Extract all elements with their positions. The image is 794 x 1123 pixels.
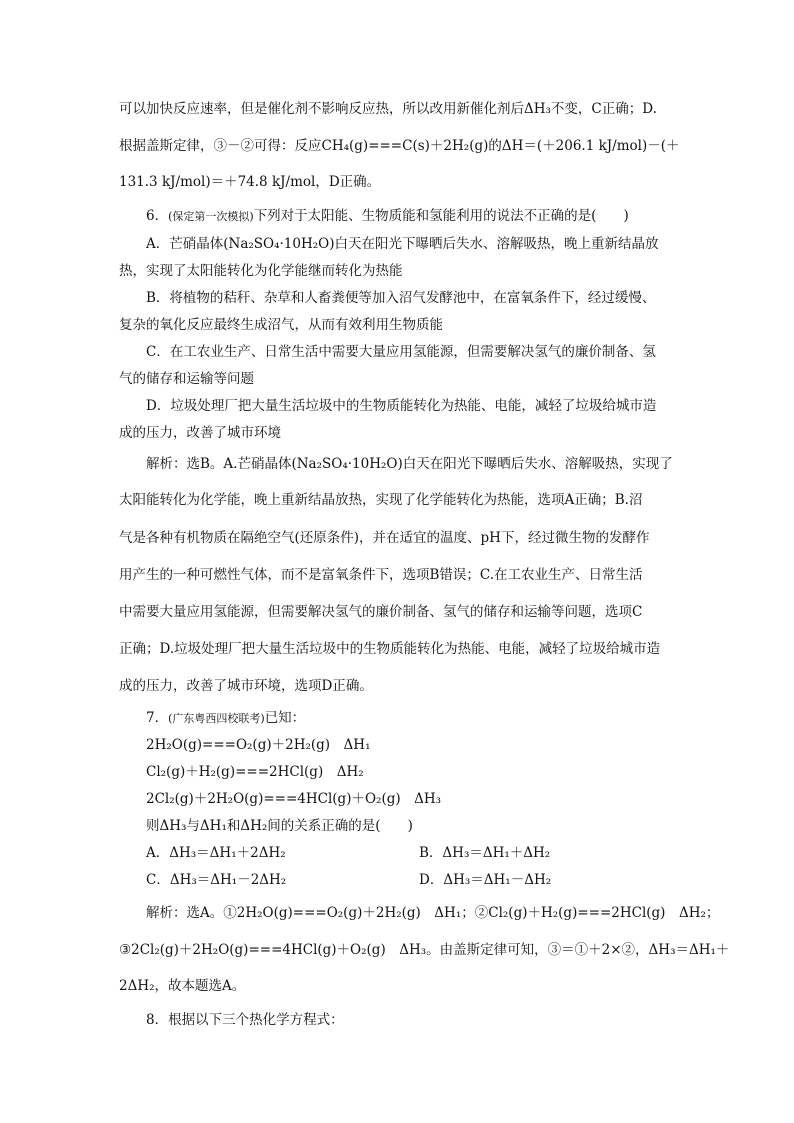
question-7-stem — [146, 710, 305, 727]
equation-2: Cl₂(g)＋H₂(g)===2HCl(g) ΔH₂ — [146, 764, 364, 780]
option-a: A．ΔH₃＝ΔH₁＋2ΔH₂ — [146, 845, 286, 861]
question-8-stem — [146, 1012, 344, 1028]
text-line: ③2Cl₂(g)＋2H₂O(g)===4HCl(g)＋O₂(g) ΔH₃。由盖斯定律可知，③＝①＋2×②，ΔH₃＝ΔH₁＋ — [119, 942, 730, 958]
text-line: 复杂的氧化反应最终生成沼气，从而有效利用生物质能 — [119, 317, 443, 333]
option-b: B．将植物的秸秆、杂草和人畜粪便等加入沼气发酵池中，在富氧条件下，经过缓慢、 — [146, 290, 656, 306]
text-line: 气的储存和运输等问题 — [119, 371, 254, 387]
question-7-prompt: 则ΔH₃与ΔH₁和ΔH₂间的关系正确的是( ) — [146, 818, 413, 834]
text-line: 可以加快反应速率，但是催化剂不影响反应热，所以改用新催化剂后ΔH₃不变，C正确；D. — [119, 101, 657, 117]
text-line: 成的压力，改善了城市环境 — [119, 425, 281, 441]
option-d: D．ΔH₃＝ΔH₁－ΔH₂ — [419, 872, 552, 888]
question-text: 根据以下三个热化学方程式： — [168, 1012, 344, 1028]
question-source: (广东粤西四校联考) — [168, 712, 265, 725]
equation-1: 2H₂O(g)===O₂(g)＋2H₂(g) ΔH₁ — [146, 737, 371, 753]
question-6-stem — [146, 208, 629, 225]
text-line: 中需要大量应用氢能源，但需要解决氢气的廉价制备、氢气的储存和运输等问题，选项C — [119, 604, 643, 620]
analysis-7: 解析：选A。①2H₂O(g)===O₂(g)＋2H₂(g) ΔH₁；②Cl₂(g)＋H₂(g)===2HCl(g) ΔH₂； — [146, 905, 720, 921]
text-line: 根据盖斯定律，③－②可得：反应CH₄(g)===C(s)＋2H₂(g)的ΔH＝(＋206.1 kJ/mol)－(＋ — [119, 138, 680, 154]
equation-3: 2Cl₂(g)＋2H₂O(g)===4HCl(g)＋O₂(g) ΔH₃ — [146, 791, 442, 807]
question-source: (保定第一次模拟) — [168, 210, 254, 223]
text-line: 正确；D.垃圾处理厂把大量生活垃圾中的生物质能转化为热能、电能，减轻了垃圾给城市造 — [119, 641, 661, 657]
option-d: D．垃圾处理厂把大量生活垃圾中的生物质能转化为热能、电能，减轻了垃圾给城市造 — [146, 398, 657, 414]
analysis-6: 解析：选B。A.芒硝晶体(Na₂SO₄·10H₂O)白天在阳光下曝晒后失水、溶解吸热，实现了 — [146, 456, 673, 472]
question-number: 7． — [146, 710, 169, 726]
text-line: 2ΔH₂，故本题选A。 — [119, 978, 246, 994]
option-b: B．ΔH₃＝ΔH₁＋ΔH₂ — [419, 845, 551, 861]
text-line: 成的压力，改善了城市环境，选项D正确。 — [119, 678, 373, 694]
question-text: 下列对于太阳能、生物质能和氢能利用的说法不正确的是( ) — [253, 208, 629, 224]
option-c: C．ΔH₃＝ΔH₁－2ΔH₂ — [146, 872, 287, 888]
option-c: C．在工农业生产、日常生活中需要大量应用氢能源，但需要解决氢气的廉价制备、氢 — [146, 344, 656, 360]
question-text: 已知： — [264, 710, 306, 726]
option-a: A．芒硝晶体(Na₂SO₄·10H₂O)白天在阳光下曝晒后失水、溶解吸热，晚上重新结晶放 — [146, 236, 659, 252]
question-number: 8． — [146, 1012, 169, 1028]
text-line: 气是各种有机物质在隔绝空气(还原条件)，并在适宜的温度、pH下，经过微生物的发酵作 — [119, 530, 650, 546]
text-line: 用产生的一种可燃性气体，而不是富氧条件下，选项B错误；C.在工农业生产、日常生活 — [119, 567, 643, 583]
question-number: 6． — [146, 208, 169, 224]
text-line: 131.3 kJ/mol)＝＋74.8 kJ/mol，D正确。 — [119, 174, 381, 190]
text-line: 热，实现了太阳能转化为化学能继而转化为热能 — [119, 263, 403, 279]
text-line: 太阳能转化为化学能，晚上重新结晶放热，实现了化学能转化为热能，选项A正确；B.沼 — [119, 492, 643, 508]
